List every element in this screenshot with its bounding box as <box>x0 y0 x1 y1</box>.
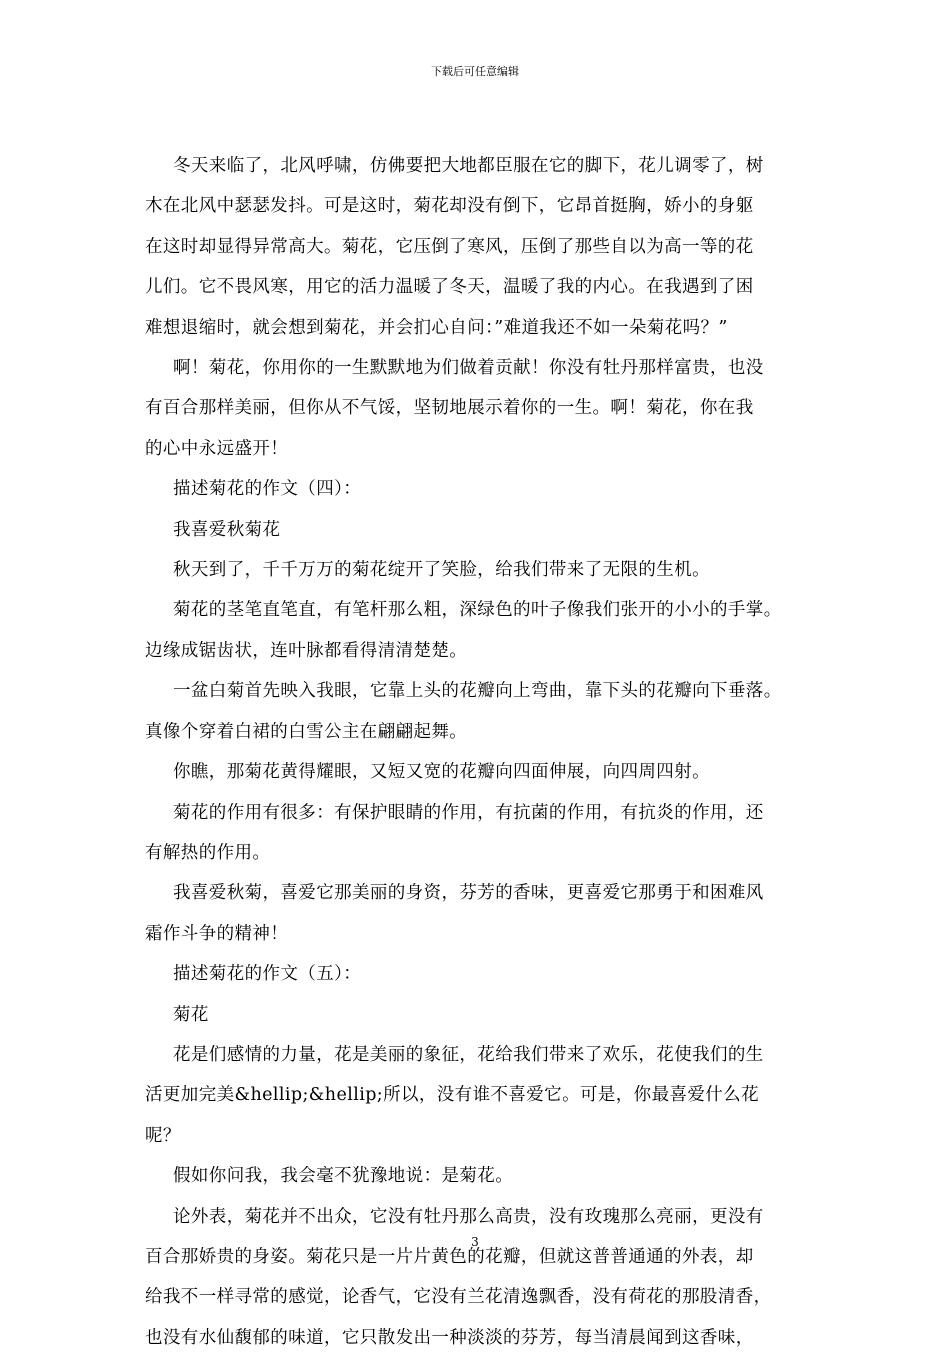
text-line: 难想退缩时，就会想到菊花，并会扪心自问：”难道我还不如一朵菊花吗？” <box>145 317 728 338</box>
text-line: 一盆白菊首先映入我眼，它靠上头的花瓣向上弯曲，靠下头的花瓣向下垂落。 <box>173 681 782 702</box>
paragraph <box>145 348 825 469</box>
text-line: 菊花的茎笔直笔直，有笔杆那么粗，深绿色的叶子像我们张开的小小的手掌。 <box>173 600 782 621</box>
paragraph <box>145 793 825 874</box>
text-line: 呢？ <box>145 1125 181 1146</box>
text-line: 有百合那样美丽，但你从不气馁，坚韧地展示着你的一生。啊！菊花，你在我 <box>145 398 754 419</box>
text-line: 秋天到了，千千万万的菊花绽开了笑脸，给我们带来了无限的生机。 <box>173 560 710 581</box>
paragraph <box>145 671 825 752</box>
text-line: 我喜爱秋菊花 <box>173 519 281 540</box>
text-line: 啊！菊花，你用你的一生默默地为们做着贡献！你没有牡丹那样富贵，也没 <box>173 358 764 379</box>
text-line: 边缘成锯齿状，连叶脉都看得清清楚楚。 <box>145 640 468 661</box>
text-line: 木在北风中瑟瑟发抖。可是这时，菊花却没有倒下，它昂首挺胸，娇小的身躯 <box>145 196 754 217</box>
text-line: 花是们感情的力量，花是美丽的象征，花给我们带来了欢乐，花使我们的生 <box>173 1044 764 1065</box>
text-line: 霜作斗争的精神！ <box>145 923 289 944</box>
page-header: 下载后可任意编辑 <box>431 65 519 78</box>
text-line: 冬天来临了，北风呼啸，仿佛要把大地都臣服在它的脚下，花儿调零了，树 <box>173 156 764 176</box>
text-line: 的心中永远盛开！ <box>145 438 289 459</box>
text-line: 菊花的作用有很多：有保护眼睛的作用，有抗菌的作用，有抗炎的作用，还 <box>173 802 764 823</box>
paragraph <box>145 1035 825 1156</box>
text-line: 百合那娇贵的身姿。菊花只是一片片黄色的花瓣，但就这普普通通的外表，却 <box>145 1246 754 1267</box>
paragraph <box>145 469 825 509</box>
text-line: 假如你问我，我会毫不犹豫地说：是菊花。 <box>173 1166 514 1187</box>
paragraph <box>145 510 825 550</box>
page-number: 3 <box>471 1235 479 1249</box>
text-line: 在这时却显得异常高大。菊花，它压倒了寒风，压倒了那些自以为高一等的花 <box>145 236 754 257</box>
text-line: 有解热的作用。 <box>145 842 271 863</box>
text-line: 描述菊花的作文（四）： <box>173 479 362 500</box>
paragraph <box>145 954 825 994</box>
text-line: 菊花 <box>173 1004 209 1025</box>
paragraph <box>145 995 825 1035</box>
text-line: 你瞧，那菊花黄得耀眼，又短又宽的花瓣向四面伸展，向四周四射。 <box>173 762 710 783</box>
text-line: 也没有水仙馥郁的味道，它只散发出一种淡淡的芬芳，每当清晨闻到这香味， <box>145 1327 754 1348</box>
text-line: 真像个穿着白裙的白雪公主在翩翩起舞。 <box>145 721 468 742</box>
paragraph <box>145 590 825 671</box>
paragraph <box>145 752 825 792</box>
text-line: 我喜爱秋菊，喜爱它那美丽的身资，芬芳的香味，更喜爱它那勇于和困难风 <box>173 883 764 904</box>
paragraph <box>145 873 825 954</box>
paragraph <box>145 550 825 590</box>
paragraph <box>145 146 825 348</box>
paragraph <box>145 1156 825 1196</box>
document-body <box>145 146 825 1358</box>
paragraph <box>145 1197 825 1358</box>
text-line: 儿们。它不畏风寒，用它的活力温暖了冬天，温暖了我的内心。在我遇到了困 <box>145 277 754 298</box>
text-line: 给我不一样寻常的感觉，论香气，它没有兰花清逸飘香，没有荷花的那股清香， <box>145 1287 772 1308</box>
text-line: 活更加完美&hellip;&hellip;所以，没有谁不喜爱它。可是，你最喜爱什么花 <box>145 1085 759 1106</box>
text-line: 论外表，菊花并不出众，它没有牡丹那么高贵，没有玫瑰那么亮丽，更没有 <box>173 1206 764 1227</box>
text-line: 描述菊花的作文（五）： <box>173 964 362 985</box>
